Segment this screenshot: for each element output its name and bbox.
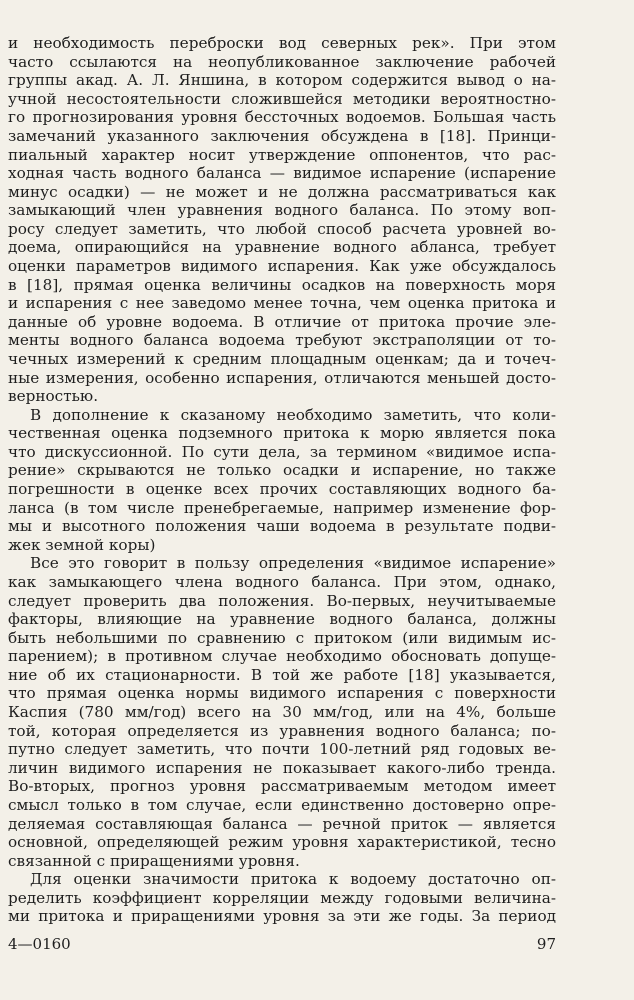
text-line: Каспия (780 мм/год) всего на 30 мм/год, или на 4%, больше: [8, 703, 556, 721]
page-footer: [8, 932, 556, 956]
text-line: ходная часть водного баланса — видимое испарение (испарение: [8, 164, 556, 183]
text-line: мы и высотного положения чаши водоема в результате подви-: [8, 517, 556, 536]
text-line: погрешности в оценке всех прочих составляющих водного ба-: [8, 480, 556, 498]
paragraph-end-line: верностью.: [8, 387, 99, 406]
text-line: оценки параметров видимого испарения. Как уже обсуждалось: [8, 257, 556, 275]
text-line: менты водного баланса водоема требуют экстраполяции от то-: [8, 331, 556, 350]
text-line: часто ссылаются на неопубликованное заключение рабочей: [8, 52, 556, 71]
text-line: основной, определяющей режим уровня характеристикой, тесно: [8, 833, 556, 852]
text-line: в [18], прямая оценка величины осадков на поверхность моря: [8, 275, 556, 294]
text-line: что прямая оценка нормы видимого испарения с поверхности: [8, 684, 556, 703]
paragraph-end-line: жек земной коры): [8, 535, 156, 554]
text-line: той, которая определяется из уравнения водного баланса; по-: [8, 721, 556, 740]
text-line: замечаний указанного заключения обсуждена в [18]. Принци-: [8, 126, 556, 145]
text-line: группы акад. А. Л. Яншина, в котором содержится вывод о на-: [8, 71, 556, 90]
text-line: пиальный характер носит утверждение оппонентов, что рас-: [8, 145, 556, 164]
text-line: смысл только в том случае, если единственно достоверно опре-: [8, 795, 556, 814]
text-line: быть небольшими по сравнению с притоком (или видимым ис-: [8, 628, 556, 647]
text-line: парением); в противном случае необходимо обосновать допуще-: [8, 647, 556, 666]
text-line: ланса (в том числе пренебрегаемые, например изменение фор-: [8, 498, 556, 517]
text-line: го прогнозирования уровня бессточных водоемов. Большая часть: [8, 108, 556, 127]
text-line: личин видимого испарения не показывает какого-либо тренда.: [8, 758, 556, 777]
text-line: доема, опирающийся на уравнение водного абланса, требует: [8, 238, 556, 257]
paragraph-start-line: В дополнение к сказаному необходимо заметить, что коли-: [30, 405, 556, 424]
text-line: следует проверить два положения. Во-первых, неучитываемые: [8, 591, 556, 610]
text-line: росу следует заметить, что любой способ расчета уровней во-: [8, 219, 556, 238]
text-line: данные об уровне водоема. В отличие от притока прочие эле-: [8, 312, 556, 331]
paragraph-start-line: Все это говорит в пользу определения «видимое испарение»: [30, 554, 556, 573]
text-line: минус осадки) — не может и не должна рассматриваться как: [8, 182, 556, 201]
page-number: 97: [536, 935, 556, 953]
text-line: чественная оценка подземного притока к морю является пока: [8, 424, 556, 443]
text-line: как замыкающего члена водного баланса. При этом, однако,: [8, 572, 556, 591]
text-line: чечных измерений к средним площадным оценкам; да и точеч-: [8, 349, 556, 368]
text-line: факторы, влияющие на уравнение водного баланса, должны: [8, 610, 556, 629]
text-line: путно следует заметить, что почти 100-летний ряд годовых ве-: [8, 740, 556, 759]
text-line: Во-вторых, прогноз уровня рассматриваемым методом имеет: [8, 777, 556, 796]
text-line: рение» скрываются не только осадки и испарение, но также: [8, 461, 556, 480]
text-line: ние об их стационарности. В той же работе [18] указывается,: [8, 665, 556, 684]
text-line: ределить коэффициент корреляции между годовыми величина-: [8, 888, 556, 907]
text-line: ми притока и приращениями уровня за эти же годы. За период: [8, 907, 556, 926]
signature-mark: 4—0160: [8, 935, 71, 953]
text-line: замыкающий член уравнения водного баланса. По этому воп-: [8, 201, 556, 220]
text-line: и испарения с нее заведомо менее точна, чем оценка притока и: [8, 294, 556, 313]
text-line: ные измерения, особенно испарения, отличаются меньшей досто-: [8, 368, 556, 387]
text-line: деляемая составляющая баланса — речной приток — является: [8, 814, 556, 833]
text-line: что дискуссионной. По сути дела, за термином «видимое испа-: [8, 442, 556, 461]
text-line: и необходимость переброски вод северных рек». При этом: [8, 34, 556, 52]
paragraph-end-line: связанной с приращениями уровня.: [8, 851, 300, 870]
paragraph-start-line: Для оценки значимости притока к водоему достаточно оп-: [30, 870, 556, 889]
text-line: учной несостоятельности сложившейся методики вероятностно-: [8, 89, 556, 108]
